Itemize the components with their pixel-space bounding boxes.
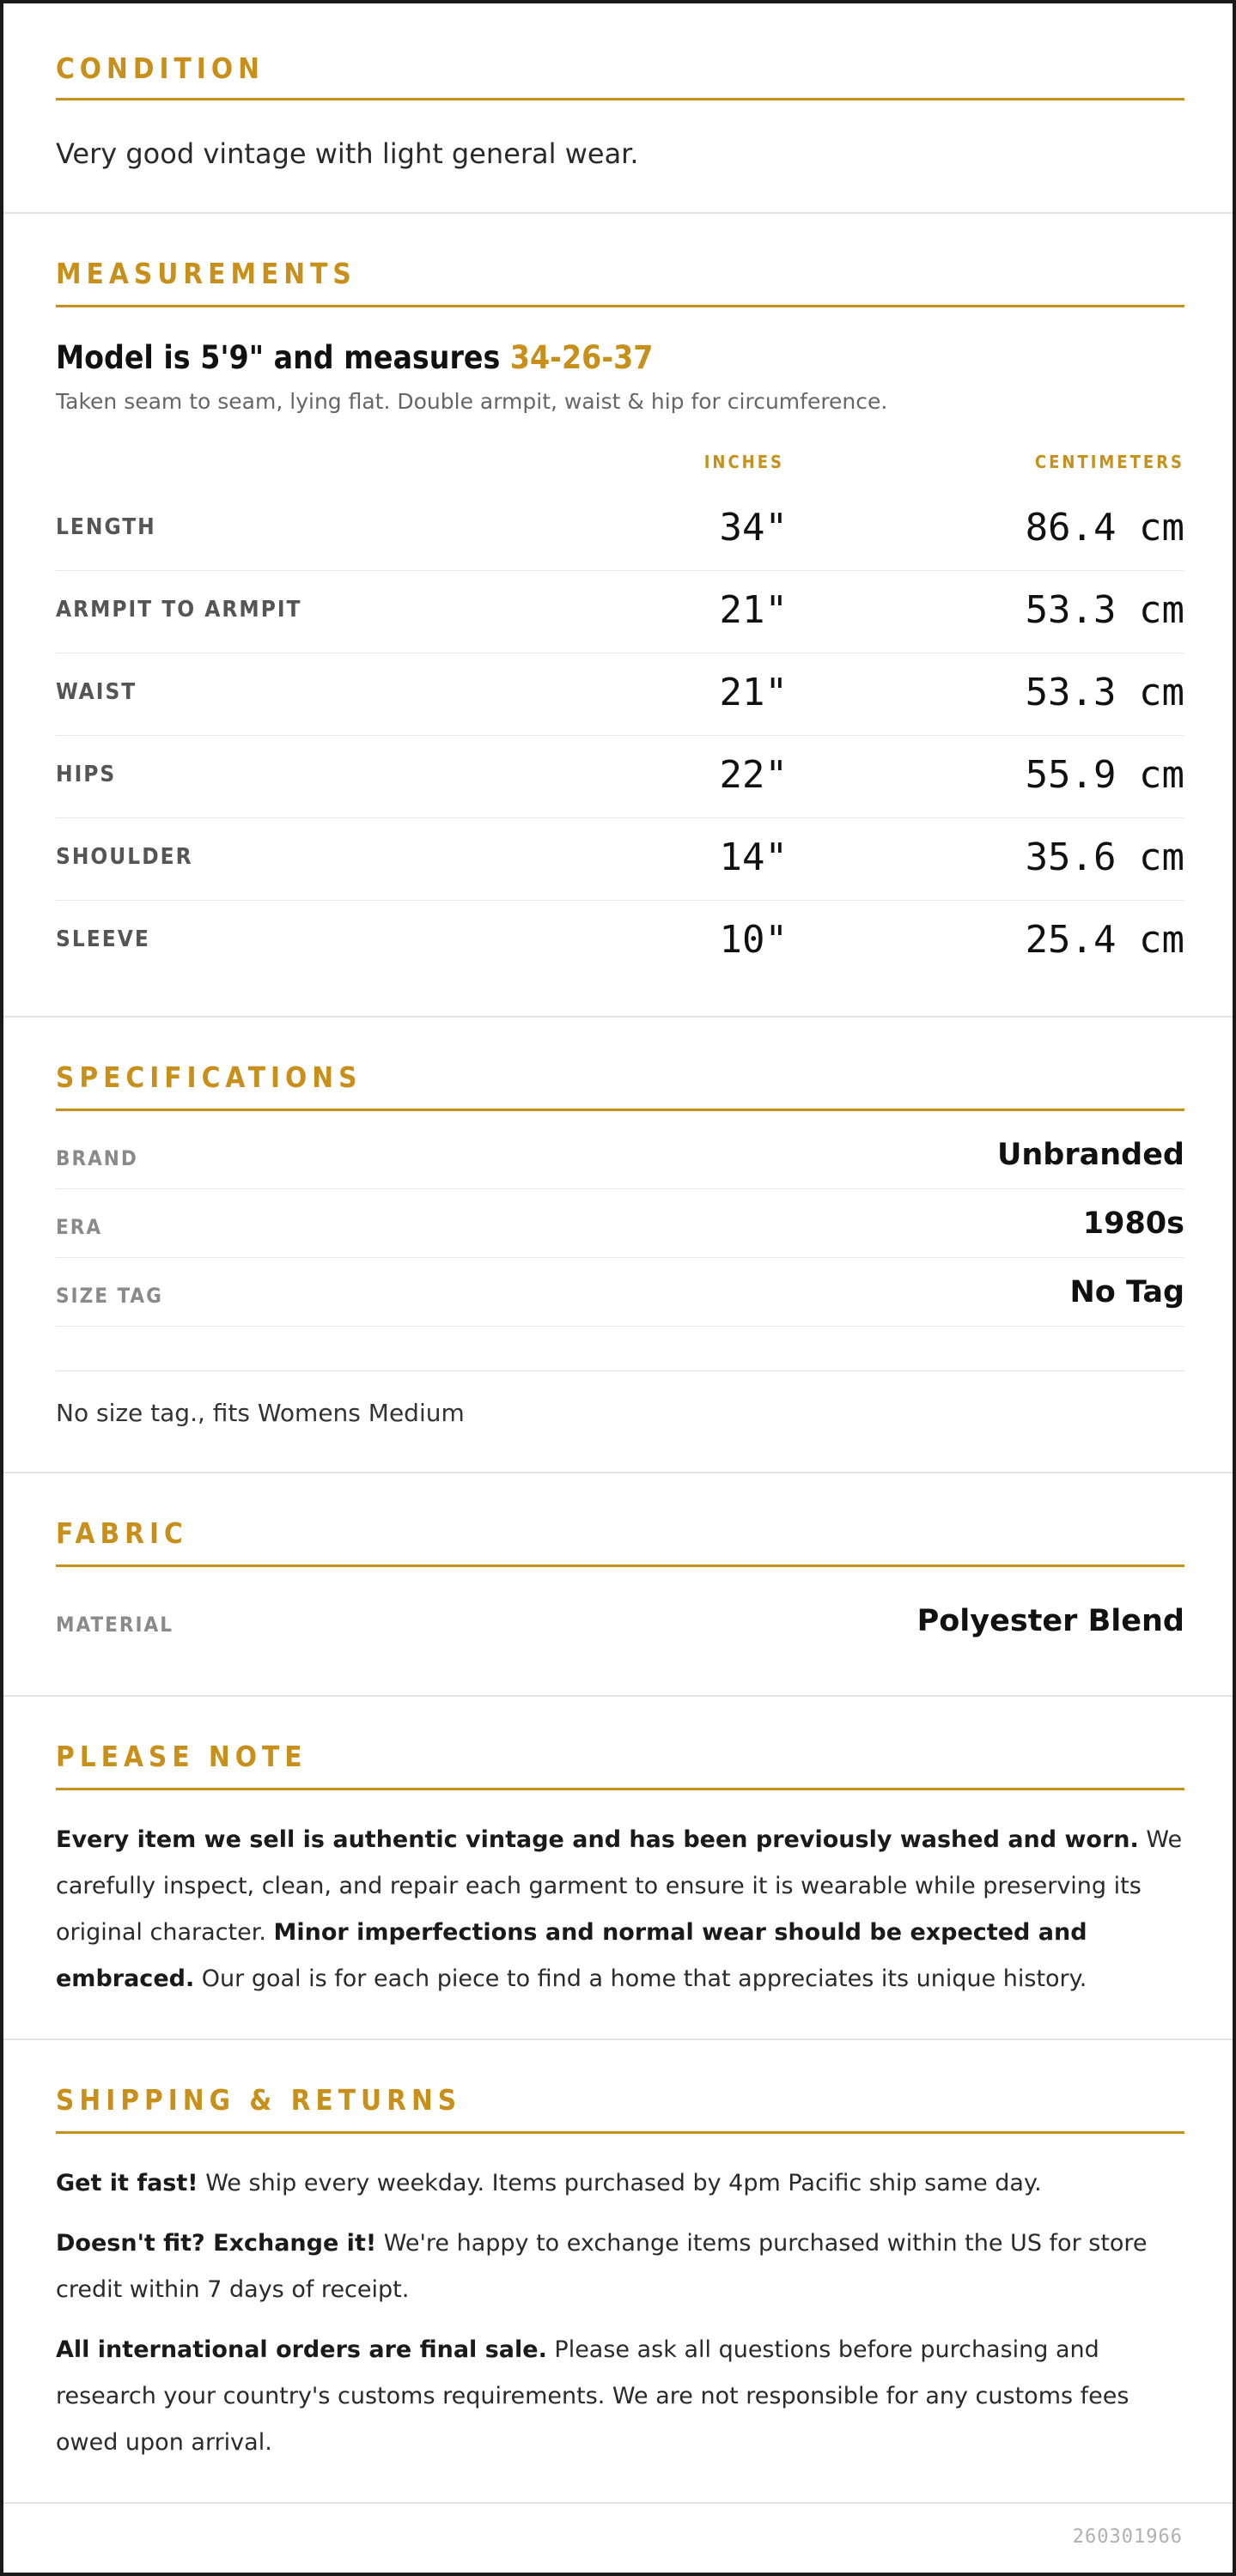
note-text-2: Our goal is for each piece to find a home that appreciates its unique history.: [194, 1965, 1087, 1992]
measurement-label: LENGTH: [56, 514, 156, 540]
spec-value: Unbranded: [996, 1138, 1184, 1172]
measurement-cm: 25.4 cm: [1025, 918, 1184, 962]
measurement-inches: 21": [719, 588, 788, 632]
please-note-heading: PLEASE NOTE: [56, 1740, 307, 1773]
spec-row-size-tag: [56, 1258, 1184, 1327]
measurement-cm: 35.6 cm: [1025, 835, 1184, 879]
shipping-bold-3: All international orders are final sale.: [56, 2336, 547, 2363]
measurement-label: SLEEVE: [56, 927, 150, 952]
inches-column-header: INCHES: [703, 452, 784, 472]
measurement-label: HIPS: [56, 762, 117, 787]
spec-divider: [56, 1370, 1184, 1371]
specifications-section: [3, 1018, 1233, 1473]
measurement-inches: 22": [719, 753, 788, 797]
sku-number: 260301966: [1072, 2526, 1183, 2548]
shipping-rule: [56, 2131, 1184, 2134]
measurements-table: [3, 489, 1233, 983]
measurements-rule: [56, 305, 1184, 307]
note-text-1: We carefully inspect, clean, and repair each garment to ensure it is wearable while preserving its original character.: [56, 1826, 1183, 1946]
centimeters-column-header: CENTIMETERS: [1034, 452, 1184, 472]
measurement-inches: 14": [719, 835, 788, 879]
note-bold-2: Minor imperfections and normal wear should be expected and embraced.: [56, 1919, 1087, 1992]
table-row: [56, 901, 1184, 983]
measurement-inches: 21": [719, 671, 788, 714]
please-note-text: [56, 1817, 1184, 2002]
shipping-heading: SHIPPING & RETURNS: [56, 2083, 462, 2117]
shipping-text-2: We're happy to exchange items purchased within the US for store credit within 7 days of receipt.: [56, 2230, 1148, 2303]
fabric-material-row: [56, 1585, 1184, 1654]
shipping-bold-1: Get it fast!: [56, 2170, 198, 2196]
measurement-cm: 55.9 cm: [1025, 753, 1184, 797]
fabric-heading: FABRIC: [56, 1516, 188, 1550]
measurements-heading: MEASUREMENTS: [56, 257, 356, 290]
shipping-paragraph-1: [56, 2160, 1184, 2207]
spec-note: No size tag., fits Womens Medium: [56, 1399, 465, 1427]
model-value: 34-26-37: [509, 339, 654, 376]
shipping-bold-2: Doesn't fit? Exchange it!: [56, 2230, 377, 2257]
measurement-inches: 34": [719, 506, 788, 550]
table-row: [56, 818, 1184, 901]
measurement-cm: 53.3 cm: [1025, 671, 1184, 714]
table-row: [56, 571, 1184, 653]
model-prefix: Model is 5'9" and measures: [56, 339, 510, 376]
measurement-inches: 10": [719, 918, 788, 962]
spec-row-era: [56, 1189, 1184, 1258]
measurement-label: ARMPIT TO ARMPIT: [56, 597, 302, 623]
shipping-paragraph-3: [56, 2327, 1184, 2466]
spec-row-brand: [56, 1121, 1184, 1189]
fabric-label: MATERIAL: [56, 1613, 174, 1637]
note-bold-1: Every item we sell is authentic vintage and has been previously washed and worn.: [56, 1826, 1139, 1853]
shipping-text-1: We ship every weekday. Items purchased by 4pm Pacific ship same day.: [198, 2170, 1042, 2196]
fabric-section: [3, 1473, 1233, 1697]
spec-label: ERA: [56, 1215, 103, 1239]
spec-label: SIZE TAG: [56, 1284, 163, 1308]
measurement-cm: 53.3 cm: [1025, 588, 1184, 632]
condition-rule: [56, 98, 1184, 100]
model-measurements-title: [56, 339, 653, 376]
specifications-heading: SPECIFICATIONS: [56, 1060, 362, 1094]
shipping-text-3: Please ask all questions before purchasing and research your country's customs requirements. We are not responsible for any customs fees owed upon arrival.: [56, 2336, 1129, 2456]
condition-heading: CONDITION: [56, 52, 265, 85]
please-note-rule: [56, 1788, 1184, 1790]
fabric-value: Polyester Blend: [916, 1604, 1184, 1638]
footer: [3, 2504, 1233, 2576]
spec-value: 1980s: [1082, 1206, 1184, 1241]
table-row: [56, 489, 1184, 571]
spec-value: No Tag: [1069, 1275, 1184, 1309]
measurement-label: WAIST: [56, 679, 137, 705]
shipping-section: [3, 2040, 1233, 2504]
spec-label: BRAND: [56, 1146, 138, 1170]
table-row: [56, 653, 1184, 736]
fabric-rule: [56, 1564, 1184, 1567]
measurement-label: SHOULDER: [56, 844, 193, 870]
measurement-cm: 86.4 cm: [1025, 506, 1184, 550]
condition-section: [3, 3, 1233, 214]
table-row: [56, 736, 1184, 818]
measurements-note: Taken seam to seam, lying flat. Double armpit, waist & hip for circumference.: [56, 389, 888, 414]
condition-text: Very good vintage with light general wear.: [56, 137, 639, 170]
shipping-paragraph-2: [56, 2221, 1184, 2313]
specifications-rule: [56, 1109, 1184, 1111]
measurements-section: [3, 214, 1233, 1018]
please-note-section: [3, 1697, 1233, 2040]
